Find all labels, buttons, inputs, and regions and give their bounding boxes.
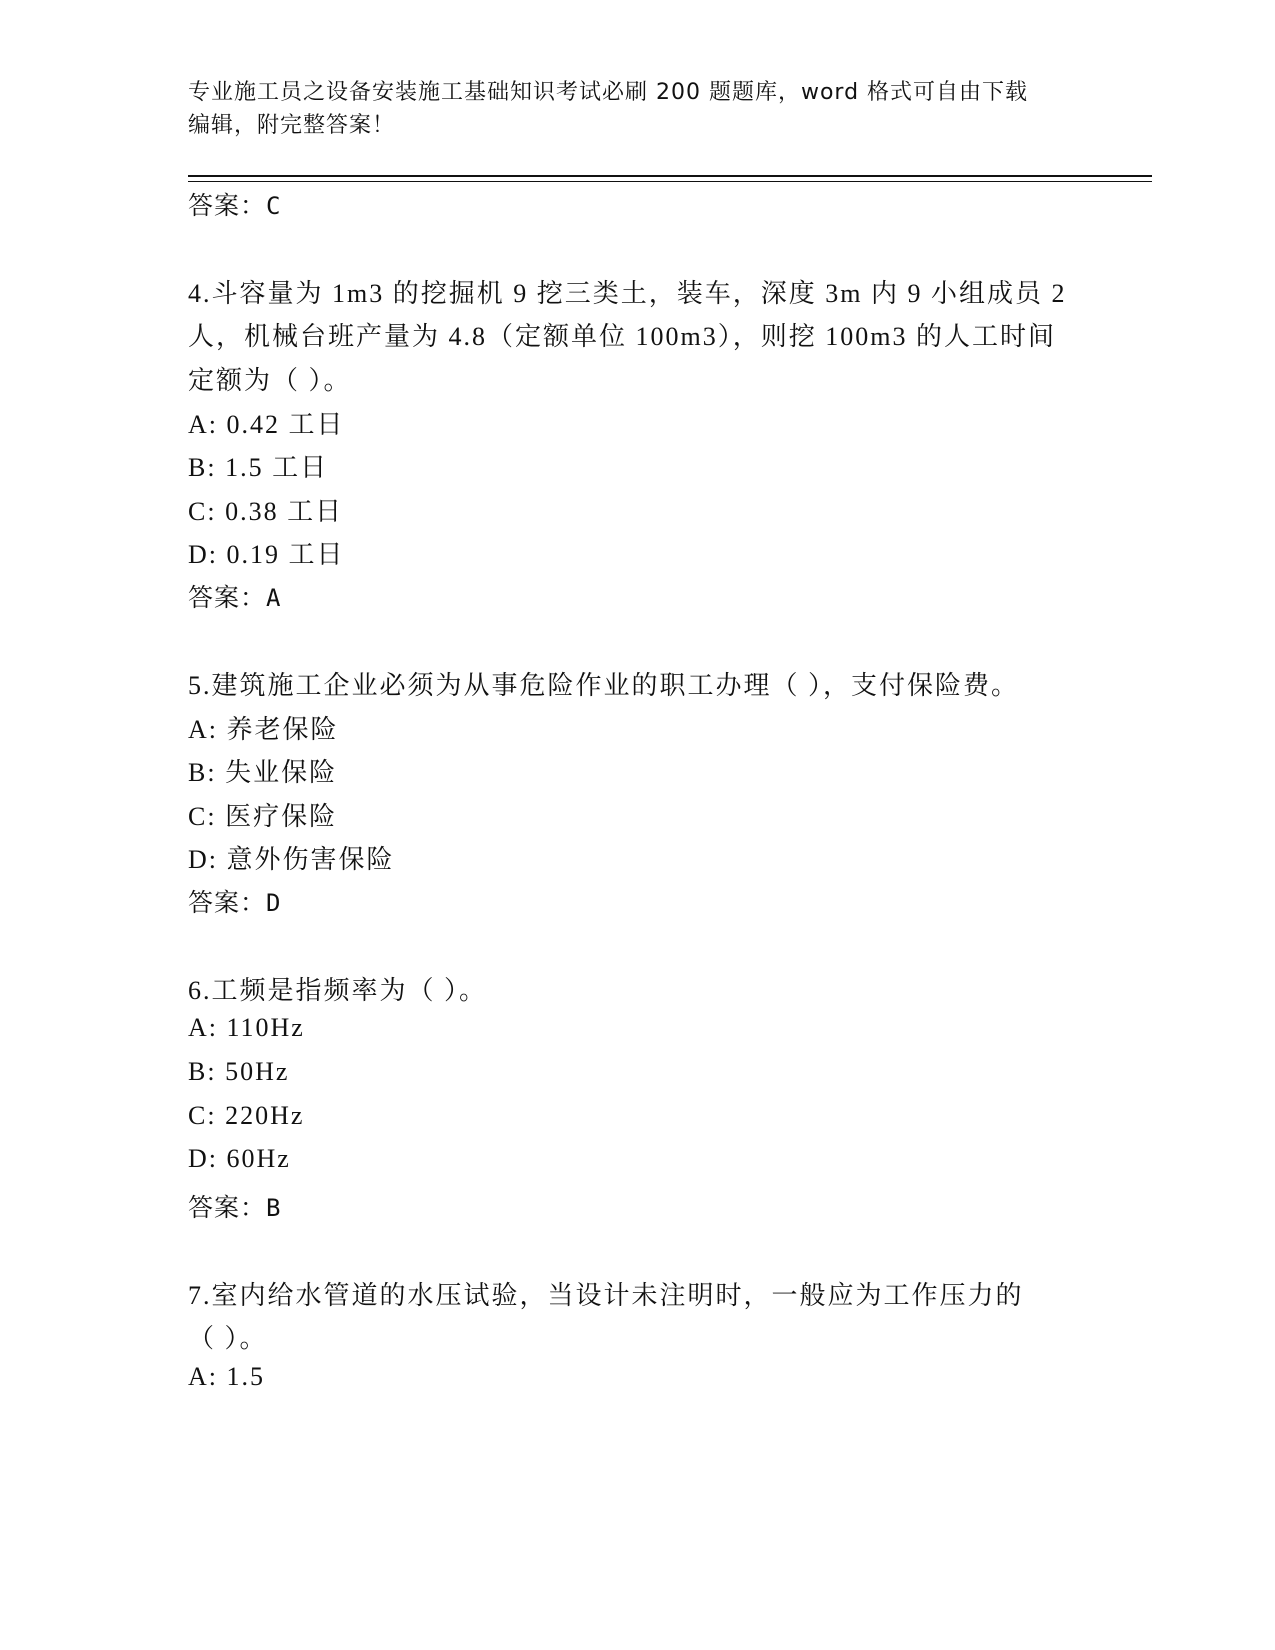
question-7-line-2: （ ）。 bbox=[188, 1324, 268, 1353]
question-4-line-2: 人，机械台班产量为 4.8（定额单位 100m3），则挖 100m3 的人工时间 bbox=[188, 322, 1056, 351]
question-4-line-1: 4.斗容量为 1m3 的挖掘机 9 挖三类土，装车，深度 3m 内 9 小组成员 2 bbox=[188, 279, 1067, 308]
question-4-option-d: D: 0.19 工日 bbox=[188, 540, 345, 569]
answer-label: 答案： bbox=[188, 1193, 267, 1222]
answer-q3 bbox=[188, 186, 280, 222]
question-5-line-1: 5.建筑施工企业必须为从事危险作业的职工办理（ ），支付保险费。 bbox=[188, 671, 1020, 700]
question-5-option-c: C: 医疗保险 bbox=[188, 802, 338, 831]
answer-q4 bbox=[188, 578, 280, 614]
header-divider-thin bbox=[188, 181, 1152, 182]
document-header bbox=[188, 76, 1068, 142]
question-4-line-3: 定额为（ ）。 bbox=[188, 366, 352, 395]
header-divider-thick bbox=[188, 175, 1152, 177]
question-5-option-b: B: 失业保险 bbox=[188, 758, 338, 787]
answer-q6 bbox=[188, 1188, 280, 1224]
question-6-option-c: C: 220Hz bbox=[188, 1101, 305, 1130]
question-4-option-b: B: 1.5 工日 bbox=[188, 453, 329, 482]
question-5-option-d: D: 意外伤害保险 bbox=[188, 845, 395, 874]
answer-q5 bbox=[188, 883, 280, 919]
question-6-option-d: D: 60Hz bbox=[188, 1144, 291, 1173]
question-4-option-a: A: 0.42 工日 bbox=[188, 410, 345, 439]
answer-label: 答案： bbox=[188, 191, 267, 220]
answer-value: C bbox=[266, 192, 281, 220]
question-4-option-c: C: 0.38 工日 bbox=[188, 497, 344, 526]
question-6-option-b: B: 50Hz bbox=[188, 1057, 290, 1086]
question-7-option-a: A: 1.5 bbox=[188, 1362, 265, 1391]
answer-label: 答案： bbox=[188, 888, 267, 917]
question-5-option-a: A: 养老保险 bbox=[188, 715, 339, 744]
question-6-line-1: 6.工频是指频率为（ ）。 bbox=[188, 976, 488, 1005]
answer-value: A bbox=[266, 584, 281, 612]
question-6-option-a: A: 110Hz bbox=[188, 1013, 305, 1042]
answer-value: D bbox=[266, 889, 281, 917]
answer-value: B bbox=[266, 1194, 281, 1222]
header-title-line-1: 专业施工员之设备安装施工基础知识考试必刷 200 题题库，word 格式可自由下载 bbox=[188, 80, 1029, 105]
question-7-line-1: 7.室内给水管道的水压试验，当设计未注明时，一般应为工作压力的 bbox=[188, 1281, 1024, 1310]
header-title-line-2: 编辑，附完整答案！ bbox=[188, 113, 396, 138]
answer-label: 答案： bbox=[188, 583, 267, 612]
